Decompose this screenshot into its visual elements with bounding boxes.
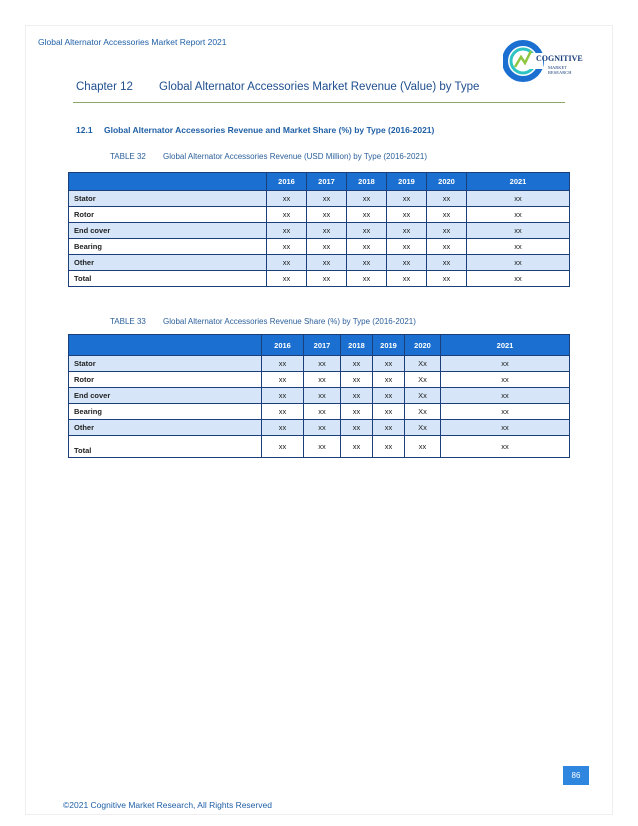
table-cell: xx <box>373 356 405 372</box>
table-cell: xx <box>341 356 373 372</box>
row-label: Stator <box>69 356 262 372</box>
logo-brand-main: COGNITIVE <box>536 54 583 63</box>
table-cell: xx <box>427 271 467 287</box>
table-row <box>69 356 570 372</box>
table-header-row <box>69 335 570 356</box>
table-cell: xx <box>347 191 387 207</box>
table-cell: xx <box>467 255 570 271</box>
table-32-id: TABLE 32 <box>110 152 146 161</box>
table-cell: Xx <box>405 404 441 420</box>
row-label: Total <box>69 436 262 458</box>
table-cell: xx <box>347 255 387 271</box>
table-row <box>69 223 570 239</box>
header-blank-cell <box>69 173 267 191</box>
chapter-title: Global Alternator Accessories Market Revenue (Value) by Type <box>159 81 480 93</box>
table-cell: xx <box>267 271 307 287</box>
table-cell: xx <box>387 271 427 287</box>
table-cell: xx <box>307 191 347 207</box>
column-header-2016: 2016 <box>262 335 304 356</box>
section-heading <box>76 125 434 135</box>
chapter-number: Chapter 12 <box>76 81 133 93</box>
table-row <box>69 404 570 420</box>
table-row <box>69 255 570 271</box>
column-header-2017: 2017 <box>307 173 347 191</box>
column-header-2021: 2021 <box>467 173 570 191</box>
logo-brand-sub-2: RESEARCH <box>548 70 572 75</box>
section-number: 12.1 <box>76 125 93 135</box>
table-cell: xx <box>341 372 373 388</box>
report-header-title: Global Alternator Accessories Market Report 2021 <box>38 37 227 47</box>
table-32 <box>68 172 570 287</box>
table-33-caption <box>110 317 416 326</box>
table-cell: xx <box>467 271 570 287</box>
chapter-heading <box>76 81 479 93</box>
table-cell: xx <box>441 372 570 388</box>
table-cell: xx <box>373 404 405 420</box>
table-row <box>69 436 570 458</box>
table-cell: xx <box>304 420 341 436</box>
column-header-2021: 2021 <box>441 335 570 356</box>
table-cell: xx <box>441 356 570 372</box>
logo-graphic <box>503 37 583 85</box>
table-row <box>69 207 570 223</box>
section-title: Global Alternator Accessories Revenue and Market Share (%) by Type (2016-2021) <box>104 125 435 135</box>
table-cell: xx <box>387 239 427 255</box>
table-cell: xx <box>347 223 387 239</box>
table-cell: xx <box>373 420 405 436</box>
table-cell: xx <box>467 223 570 239</box>
table-33 <box>68 334 570 458</box>
table-cell: xx <box>267 191 307 207</box>
column-header-2017: 2017 <box>304 335 341 356</box>
table-cell: xx <box>387 255 427 271</box>
table-cell: xx <box>387 207 427 223</box>
table-cell: xx <box>373 436 405 458</box>
table-cell: xx <box>347 271 387 287</box>
column-header-2019: 2019 <box>387 173 427 191</box>
table-cell: xx <box>262 372 304 388</box>
table-cell: xx <box>262 388 304 404</box>
table-cell: xx <box>262 356 304 372</box>
row-label: Bearing <box>69 239 267 255</box>
table-cell: xx <box>427 223 467 239</box>
table-row <box>69 191 570 207</box>
table-cell: Xx <box>405 372 441 388</box>
copyright-footer: ©2021 Cognitive Market Research, All Rights Reserved <box>63 800 272 810</box>
table-cell: xx <box>373 388 405 404</box>
table-row <box>69 388 570 404</box>
column-header-2019: 2019 <box>373 335 405 356</box>
table-cell: xx <box>341 436 373 458</box>
row-label: Other <box>69 420 262 436</box>
table-cell: xx <box>267 255 307 271</box>
table-cell: xx <box>347 207 387 223</box>
table-row <box>69 372 570 388</box>
table-cell: xx <box>441 420 570 436</box>
table-cell: xx <box>267 207 307 223</box>
table-cell: xx <box>307 223 347 239</box>
table-cell: xx <box>341 420 373 436</box>
table-cell: xx <box>387 191 427 207</box>
column-header-2020: 2020 <box>427 173 467 191</box>
table-cell: xx <box>387 223 427 239</box>
table-header-row <box>69 173 570 191</box>
table-row <box>69 239 570 255</box>
row-label: Bearing <box>69 404 262 420</box>
table-cell: xx <box>373 372 405 388</box>
table-32-caption-text: Global Alternator Accessories Revenue (USD Million) by Type (2016-2021) <box>163 152 427 161</box>
row-label: Rotor <box>69 372 262 388</box>
table-cell: xx <box>467 207 570 223</box>
table-cell: xx <box>427 239 467 255</box>
table-cell: Xx <box>405 388 441 404</box>
logo-brand-sub-1: MARKET <box>548 65 567 70</box>
row-label: End cover <box>69 388 262 404</box>
table-cell: xx <box>267 239 307 255</box>
table-cell: xx <box>427 255 467 271</box>
table-cell: xx <box>405 436 441 458</box>
table-cell: xx <box>307 239 347 255</box>
table-cell: xx <box>427 191 467 207</box>
table-32-caption <box>110 152 427 161</box>
table-cell: xx <box>307 207 347 223</box>
table-cell: Xx <box>405 356 441 372</box>
table-cell: xx <box>304 388 341 404</box>
table-cell: xx <box>267 223 307 239</box>
table-cell: xx <box>307 255 347 271</box>
table-cell: xx <box>347 239 387 255</box>
row-label: End cover <box>69 223 267 239</box>
column-header-2020: 2020 <box>405 335 441 356</box>
table-cell: xx <box>307 271 347 287</box>
table-cell: xx <box>341 404 373 420</box>
page-number: 86 <box>563 766 589 785</box>
table-cell: xx <box>441 388 570 404</box>
column-header-2016: 2016 <box>267 173 307 191</box>
table-row <box>69 271 570 287</box>
table-cell: Xx <box>405 420 441 436</box>
row-label: Total <box>69 271 267 287</box>
table-cell: xx <box>304 356 341 372</box>
company-logo <box>503 37 583 85</box>
header-blank-cell <box>69 335 262 356</box>
column-header-2018: 2018 <box>347 173 387 191</box>
row-label: Other <box>69 255 267 271</box>
table-cell: xx <box>341 388 373 404</box>
column-header-2018: 2018 <box>341 335 373 356</box>
table-cell: xx <box>262 436 304 458</box>
table-cell: xx <box>441 404 570 420</box>
table-cell: xx <box>304 436 341 458</box>
chapter-divider <box>73 102 565 103</box>
table-cell: xx <box>262 420 304 436</box>
table-33-caption-text: Global Alternator Accessories Revenue Share (%) by Type (2016-2021) <box>163 317 416 326</box>
table-cell: xx <box>467 191 570 207</box>
table-33-id: TABLE 33 <box>110 317 146 326</box>
table-cell: xx <box>304 372 341 388</box>
row-label: Stator <box>69 191 267 207</box>
table-cell: xx <box>427 207 467 223</box>
table-cell: xx <box>467 239 570 255</box>
table-cell: xx <box>262 404 304 420</box>
table-cell: xx <box>304 404 341 420</box>
table-row <box>69 420 570 436</box>
row-label: Rotor <box>69 207 267 223</box>
table-cell: xx <box>441 436 570 458</box>
